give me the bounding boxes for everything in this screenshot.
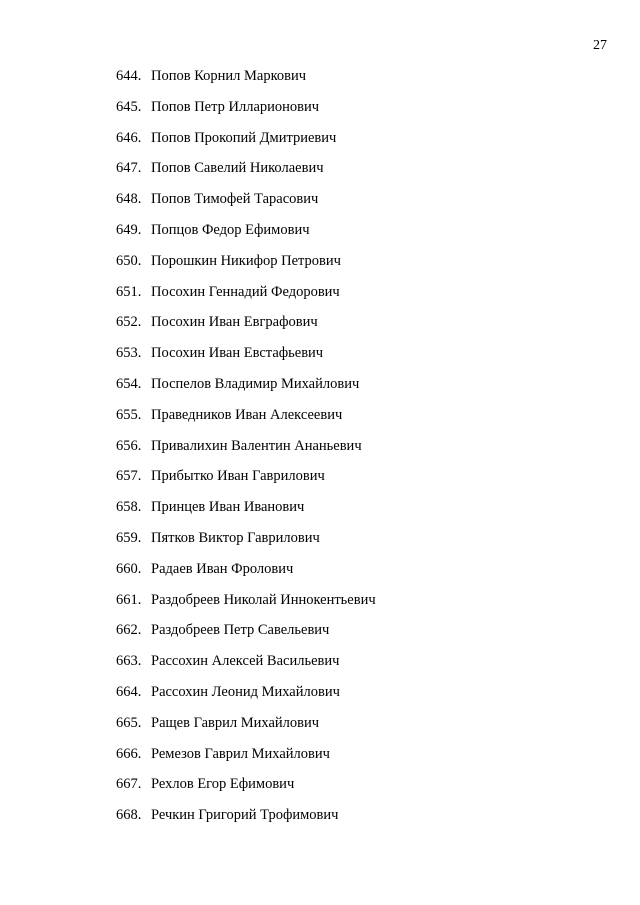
list-item — [0, 343, 640, 374]
entry-name: Попов Корнил Маркович — [151, 68, 307, 84]
list-item — [0, 189, 640, 220]
list-item — [0, 528, 640, 559]
list-item — [0, 374, 640, 405]
entry-number: 659. — [116, 529, 142, 546]
list-item — [0, 312, 640, 343]
entry-number: 661. — [116, 591, 142, 608]
list-item — [0, 97, 640, 128]
entry-name: Рехлов Егор Ефимович — [151, 776, 295, 793]
entry-name: Привалихин Валентин Ананьевич — [151, 437, 362, 454]
entry-name: Пятков Виктор Гаврилович — [151, 529, 320, 546]
list-item — [0, 682, 640, 713]
list-item — [0, 405, 640, 436]
list-item — [0, 158, 640, 189]
entry-number: 652. — [116, 314, 142, 331]
list-item — [0, 713, 640, 744]
entry-name: Попов Прокопий Дмитриевич — [151, 129, 337, 146]
entry-name: Попов Петр Илларионович — [151, 98, 320, 115]
entry-name: Посохин Иван Евстафьевич — [151, 345, 324, 362]
entry-name: Ращев Гаврил Михайлович — [151, 714, 320, 731]
entry-number: 665. — [116, 714, 142, 731]
entry-number: 654. — [116, 375, 142, 392]
list-item — [0, 774, 640, 805]
list-item — [0, 282, 640, 313]
list-item — [0, 251, 640, 282]
list-item — [0, 744, 640, 775]
entry-number: 667. — [116, 776, 142, 793]
entry-name: Рассохин Алексей Васильевич — [151, 653, 340, 670]
entry-name: Посохин Иван Евграфович — [151, 314, 318, 331]
list-item — [0, 651, 640, 682]
list-item — [0, 466, 640, 497]
entry-number: 657. — [116, 468, 142, 485]
entry-number: 651. — [116, 283, 142, 300]
entry-name: Порошкин Никифор Петрович — [151, 252, 341, 269]
list-item — [0, 590, 640, 621]
list-item — [0, 66, 640, 97]
entry-number: 663. — [116, 653, 142, 670]
entry-name: Праведников Иван Алексеевич — [151, 406, 343, 423]
entry-number: 645. — [116, 98, 142, 115]
list-item — [0, 620, 640, 651]
entry-name: Раздобреев Петр Савельевич — [151, 622, 330, 639]
entry-name: Рассохин Леонид Михайлович — [151, 683, 340, 700]
name-list — [0, 66, 640, 836]
entry-number: 655. — [116, 406, 142, 423]
entry-number: 649. — [116, 221, 142, 238]
entry-name: Принцев Иван Иванович — [151, 499, 305, 516]
entry-name: Посохин Геннадий Федорович — [151, 283, 340, 300]
list-item — [0, 220, 640, 251]
list-item — [0, 559, 640, 590]
entry-number: 650. — [116, 252, 142, 269]
list-item — [0, 805, 640, 836]
entry-number: 662. — [116, 622, 142, 639]
entry-name: Попцов Федор Ефимович — [151, 221, 310, 238]
entry-number: 668. — [116, 807, 142, 824]
entry-number: 656. — [116, 437, 142, 454]
entry-name: Радаев Иван Фролович — [151, 560, 294, 577]
entry-name: Раздобреев Николай Иннокентьевич — [151, 591, 376, 608]
entry-name: Речкин Григорий Трофимович — [151, 807, 339, 824]
entry-name: Попов Тимофей Тарасович — [151, 191, 319, 208]
list-item — [0, 497, 640, 528]
entry-number: 664. — [116, 683, 142, 700]
entry-number: 660. — [116, 560, 142, 577]
entry-number: 644. — [116, 68, 142, 84]
entry-number: 648. — [116, 191, 142, 208]
entry-number: 666. — [116, 745, 142, 762]
entry-name: Попов Савелий Николаевич — [151, 160, 324, 177]
entry-number: 658. — [116, 499, 142, 516]
entry-name: Прибытко Иван Гаврилович — [151, 468, 325, 485]
list-item — [0, 128, 640, 159]
entry-number: 646. — [116, 129, 142, 146]
entry-name: Ремезов Гаврил Михайлович — [151, 745, 330, 762]
page-number: 27 — [593, 38, 607, 53]
entry-number: 653. — [116, 345, 142, 362]
entry-number: 647. — [116, 160, 142, 177]
entry-name: Поспелов Владимир Михайлович — [151, 375, 360, 392]
list-item — [0, 436, 640, 467]
